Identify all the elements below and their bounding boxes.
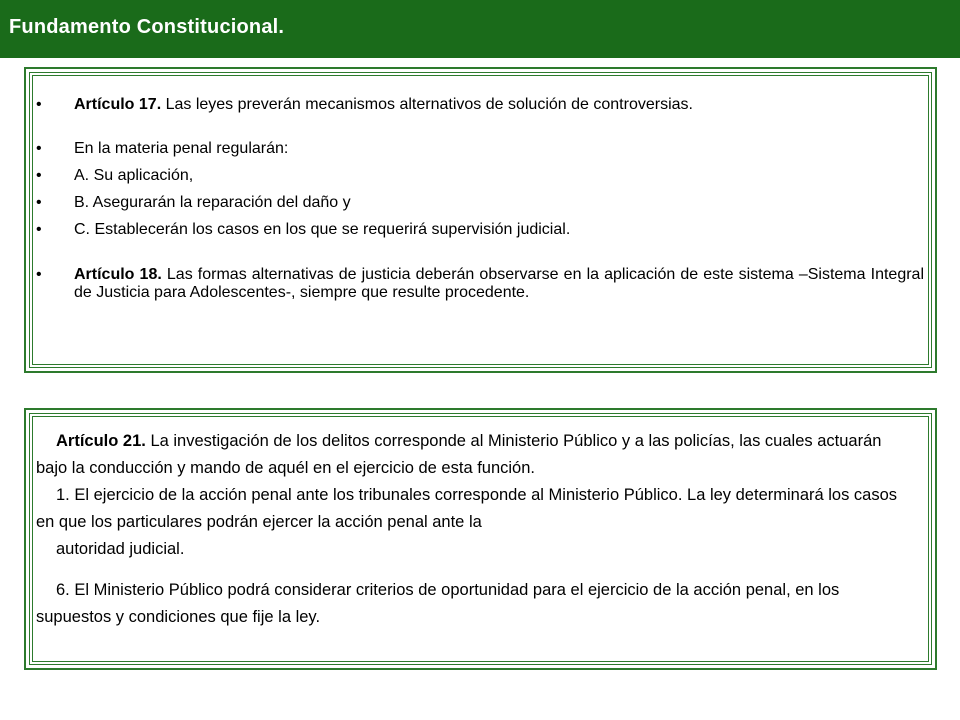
slide-title: Fundamento Constitucional. — [9, 16, 285, 38]
list-item — [36, 221, 924, 239]
bullet-icon: • — [36, 194, 42, 211]
point-1-continuation: autoridad judicial. — [56, 540, 185, 558]
bullet-icon: • — [36, 167, 42, 184]
article-21-paragraph — [36, 428, 916, 482]
item-b-text: B. Asegurarán la reparación del daño y — [74, 194, 351, 211]
article-21-text-block — [36, 428, 916, 631]
article-17-text: Las leyes preverán mecanismos alternativos de solución de controversias. — [161, 96, 693, 113]
list-item — [36, 167, 924, 185]
bullet-icon: • — [36, 266, 42, 283]
point-6-paragraph: 6. El Ministerio Público podrá considerar criterios de oportunidad para el ejercicio de la acción penal, en los supuestos y condiciones que fije la ley. — [36, 581, 840, 626]
list-item — [36, 140, 924, 158]
bullet-icon: • — [36, 140, 42, 157]
articles-17-18-list — [36, 96, 924, 302]
article-18-text: Las formas alternativas de justicia deberán observarse en la aplicación de este sistema –Sistema Integral de Justicia para Adolescentes-, siempre que resulte procedente. — [74, 266, 924, 301]
article-17-label: Artículo 17. — [74, 96, 162, 113]
article-18-label: Artículo 18. — [74, 266, 162, 283]
bullet-icon: • — [36, 221, 42, 238]
bullet-icon: • — [36, 96, 42, 113]
penal-matter-text: En la materia penal regularán: — [74, 140, 289, 157]
point-1-paragraph: 1. El ejercicio de la acción penal ante los tribunales corresponde al Ministerio Público. La ley determinará los casos en que los particulares podrán ejercer la acción penal ante la — [36, 486, 898, 531]
article-21-text: La investigación de los delitos corresponde al Ministerio Público y a las policías, las cuales actuarán bajo la conducción y mando de aquél en el ejercicio de esta función. — [36, 432, 882, 477]
list-item — [36, 96, 924, 114]
item-a-text: A. Su aplicación, — [74, 167, 194, 184]
article-21-label: Artículo 21. — [56, 432, 146, 450]
list-item — [36, 266, 924, 302]
item-c-text: C. Establecerán los casos en los que se requerirá supervisión judicial. — [74, 221, 571, 238]
list-item — [36, 194, 924, 212]
title-bar — [0, 0, 960, 58]
